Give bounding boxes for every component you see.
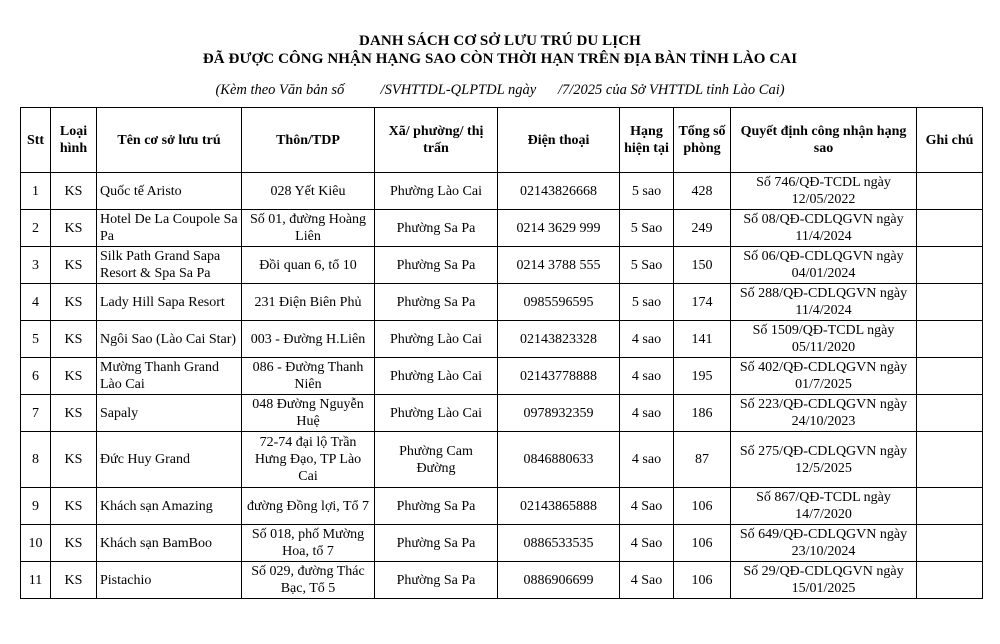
cell-stt: 10	[21, 525, 51, 562]
cell-loai-hinh: KS	[51, 562, 97, 599]
cell-ten-co-so: Khách sạn BamBoo	[97, 525, 242, 562]
cell-quyet-dinh: Số 29/QĐ-CDLQGVN ngày 15/01/2025	[731, 562, 917, 599]
cell-thon-tdp: Số 018, phố Mường Hoa, tổ 7	[242, 525, 375, 562]
cell-tong-phong: 150	[674, 247, 731, 284]
table-row	[21, 247, 983, 284]
table-header-row	[21, 108, 983, 173]
cell-hang: 4 sao	[620, 395, 674, 432]
cell-ghi-chu	[917, 395, 983, 432]
col-header-loai-hinh: Loại hình	[51, 108, 97, 173]
cell-tong-phong: 106	[674, 525, 731, 562]
table-row	[21, 210, 983, 247]
col-header-tong-phong: Tổng số phòng	[674, 108, 731, 173]
cell-xa-phuong: Phường Lào Cai	[375, 321, 498, 358]
cell-stt: 2	[21, 210, 51, 247]
cell-xa-phuong: Phường Lào Cai	[375, 395, 498, 432]
cell-stt: 3	[21, 247, 51, 284]
cell-tong-phong: 174	[674, 284, 731, 321]
cell-quyet-dinh: Số 288/QĐ-CDLQGVN ngày 11/4/2024	[731, 284, 917, 321]
table-row	[21, 488, 983, 525]
cell-ghi-chu	[917, 247, 983, 284]
cell-hang: 5 Sao	[620, 210, 674, 247]
cell-thon-tdp: 72-74 đại lộ Trần Hưng Đạo, TP Lào Cai	[242, 432, 375, 488]
cell-hang: 5 Sao	[620, 247, 674, 284]
cell-hang: 4 sao	[620, 432, 674, 488]
cell-loai-hinh: KS	[51, 525, 97, 562]
cell-xa-phuong: Phường Sa Pa	[375, 210, 498, 247]
cell-loai-hinh: KS	[51, 358, 97, 395]
cell-ten-co-so: Sapaly	[97, 395, 242, 432]
cell-hang: 4 Sao	[620, 488, 674, 525]
col-header-quyet-dinh: Quyết định công nhận hạng sao	[731, 108, 917, 173]
table-row	[21, 284, 983, 321]
cell-stt: 4	[21, 284, 51, 321]
cell-thon-tdp: 028 Yết Kiêu	[242, 173, 375, 210]
cell-quyet-dinh: Số 402/QĐ-CDLQGVN ngày 01/7/2025	[731, 358, 917, 395]
cell-loai-hinh: KS	[51, 173, 97, 210]
col-header-ten: Tên cơ sở lưu trú	[97, 108, 242, 173]
col-header-hang: Hạng hiện tại	[620, 108, 674, 173]
title-line-2: ĐÃ ĐƯỢC CÔNG NHẬN HẠNG SAO CÒN THỜI HẠN TRÊN ĐỊA BÀN TỈNH LÀO CAI	[202, 51, 798, 67]
col-header-ghi-chu: Ghi chú	[917, 108, 983, 173]
cell-xa-phuong: Phường Sa Pa	[375, 284, 498, 321]
cell-stt: 7	[21, 395, 51, 432]
table-row	[21, 395, 983, 432]
cell-tong-phong: 186	[674, 395, 731, 432]
cell-ghi-chu	[917, 488, 983, 525]
cell-loai-hinh: KS	[51, 488, 97, 525]
cell-hang: 5 sao	[620, 173, 674, 210]
cell-ghi-chu	[917, 210, 983, 247]
cell-loai-hinh: KS	[51, 321, 97, 358]
cell-quyet-dinh: Số 223/QĐ-CDLQGVN ngày 24/10/2023	[731, 395, 917, 432]
cell-stt: 8	[21, 432, 51, 488]
cell-ten-co-so: Khách sạn Amazing	[97, 488, 242, 525]
cell-dien-thoai: 0214 3629 999	[498, 210, 620, 247]
cell-tong-phong: 141	[674, 321, 731, 358]
cell-ghi-chu	[917, 525, 983, 562]
table-body	[21, 173, 983, 599]
col-header-xa: Xã/ phường/ thị trấn	[375, 108, 498, 173]
cell-ghi-chu	[917, 562, 983, 599]
cell-quyet-dinh: Số 649/QĐ-CDLQGVN ngày 23/10/2024	[731, 525, 917, 562]
cell-thon-tdp: 003 - Đường H.Liên	[242, 321, 375, 358]
cell-dien-thoai: 02143778888	[498, 358, 620, 395]
cell-xa-phuong: Phường Sa Pa	[375, 525, 498, 562]
cell-tong-phong: 106	[674, 488, 731, 525]
cell-loai-hinh: KS	[51, 247, 97, 284]
cell-quyet-dinh: Số 1509/QĐ-TCDL ngày 05/11/2020	[731, 321, 917, 358]
cell-thon-tdp: Số 029, đường Thác Bạc, Tổ 5	[242, 562, 375, 599]
cell-ten-co-so: Hotel De La Coupole Sa Pa	[97, 210, 242, 247]
cell-dien-thoai: 0214 3788 555	[498, 247, 620, 284]
cell-ten-co-so: Pistachio	[97, 562, 242, 599]
cell-dien-thoai: 0985596595	[498, 284, 620, 321]
cell-xa-phuong: Phường Sa Pa	[375, 488, 498, 525]
col-header-thon: Thôn/TDP	[242, 108, 375, 173]
title-line-1: DANH SÁCH CƠ SỞ LƯU TRÚ DU LỊCH	[359, 33, 641, 49]
cell-thon-tdp: Số 01, đường Hoàng Liên	[242, 210, 375, 247]
cell-thon-tdp: 086 - Đường Thanh Niên	[242, 358, 375, 395]
cell-stt: 9	[21, 488, 51, 525]
cell-quyet-dinh: Số 08/QĐ-CDLQGVN ngày 11/4/2024	[731, 210, 917, 247]
cell-ten-co-so: Ngôi Sao (Lào Cai Star)	[97, 321, 242, 358]
cell-hang: 4 Sao	[620, 525, 674, 562]
cell-dien-thoai: 0846880633	[498, 432, 620, 488]
col-header-dien-thoai: Điện thoại	[498, 108, 620, 173]
cell-xa-phuong: Phường Lào Cai	[375, 173, 498, 210]
cell-quyet-dinh: Số 06/QĐ-CDLQGVN ngày 04/01/2024	[731, 247, 917, 284]
cell-dien-thoai: 0978932359	[498, 395, 620, 432]
cell-tong-phong: 106	[674, 562, 731, 599]
cell-tong-phong: 249	[674, 210, 731, 247]
cell-loai-hinh: KS	[51, 284, 97, 321]
table-row	[21, 562, 983, 599]
cell-loai-hinh: KS	[51, 395, 97, 432]
cell-dien-thoai: 02143865888	[498, 488, 620, 525]
cell-hang: 5 sao	[620, 284, 674, 321]
table-row	[21, 173, 983, 210]
cell-thon-tdp: Đồi quan 6, tổ 10	[242, 247, 375, 284]
cell-ghi-chu	[917, 321, 983, 358]
cell-xa-phuong: Phường Cam Đường	[375, 432, 498, 488]
cell-hang: 4 sao	[620, 358, 674, 395]
accommodation-table	[20, 107, 983, 599]
table-row	[21, 321, 983, 358]
subtitle: (Kèm theo Văn bản số /SVHTTDL-QLPTDL ngày /7/2025 của Sở VHTTDL tỉnh Lào Cai)	[215, 82, 785, 98]
cell-ten-co-so: Lady Hill Sapa Resort	[97, 284, 242, 321]
cell-tong-phong: 195	[674, 358, 731, 395]
cell-dien-thoai: 0886906699	[498, 562, 620, 599]
cell-ten-co-so: Quốc tế Aristo	[97, 173, 242, 210]
table-row	[21, 358, 983, 395]
cell-quyet-dinh: Số 867/QĐ-TCDL ngày 14/7/2020	[731, 488, 917, 525]
cell-tong-phong: 87	[674, 432, 731, 488]
cell-quyet-dinh: Số 746/QĐ-TCDL ngày 12/05/2022	[731, 173, 917, 210]
cell-xa-phuong: Phường Sa Pa	[375, 562, 498, 599]
cell-xa-phuong: Phường Lào Cai	[375, 358, 498, 395]
cell-thon-tdp: 048 Đường Nguyễn Huệ	[242, 395, 375, 432]
cell-thon-tdp: đường Đồng lợi, Tổ 7	[242, 488, 375, 525]
cell-ghi-chu	[917, 284, 983, 321]
cell-thon-tdp: 231 Điện Biên Phủ	[242, 284, 375, 321]
cell-tong-phong: 428	[674, 173, 731, 210]
cell-ghi-chu	[917, 358, 983, 395]
cell-stt: 5	[21, 321, 51, 358]
cell-hang: 4 Sao	[620, 562, 674, 599]
col-header-stt: Stt	[21, 108, 51, 173]
cell-xa-phuong: Phường Sa Pa	[375, 247, 498, 284]
cell-stt: 6	[21, 358, 51, 395]
cell-ten-co-so: Silk Path Grand Sapa Resort & Spa Sa Pa	[97, 247, 242, 284]
cell-dien-thoai: 0886533535	[498, 525, 620, 562]
table-row	[21, 432, 983, 488]
cell-ghi-chu	[917, 432, 983, 488]
cell-ten-co-so: Mường Thanh Grand Lào Cai	[97, 358, 242, 395]
cell-dien-thoai: 02143823328	[498, 321, 620, 358]
cell-quyet-dinh: Số 275/QĐ-CDLQGVN ngày 12/5/2025	[731, 432, 917, 488]
cell-ghi-chu	[917, 173, 983, 210]
cell-dien-thoai: 02143826668	[498, 173, 620, 210]
cell-hang: 4 sao	[620, 321, 674, 358]
cell-ten-co-so: Đức Huy Grand	[97, 432, 242, 488]
cell-loai-hinh: KS	[51, 432, 97, 488]
table-row	[21, 525, 983, 562]
cell-stt: 11	[21, 562, 51, 599]
cell-stt: 1	[21, 173, 51, 210]
cell-loai-hinh: KS	[51, 210, 97, 247]
